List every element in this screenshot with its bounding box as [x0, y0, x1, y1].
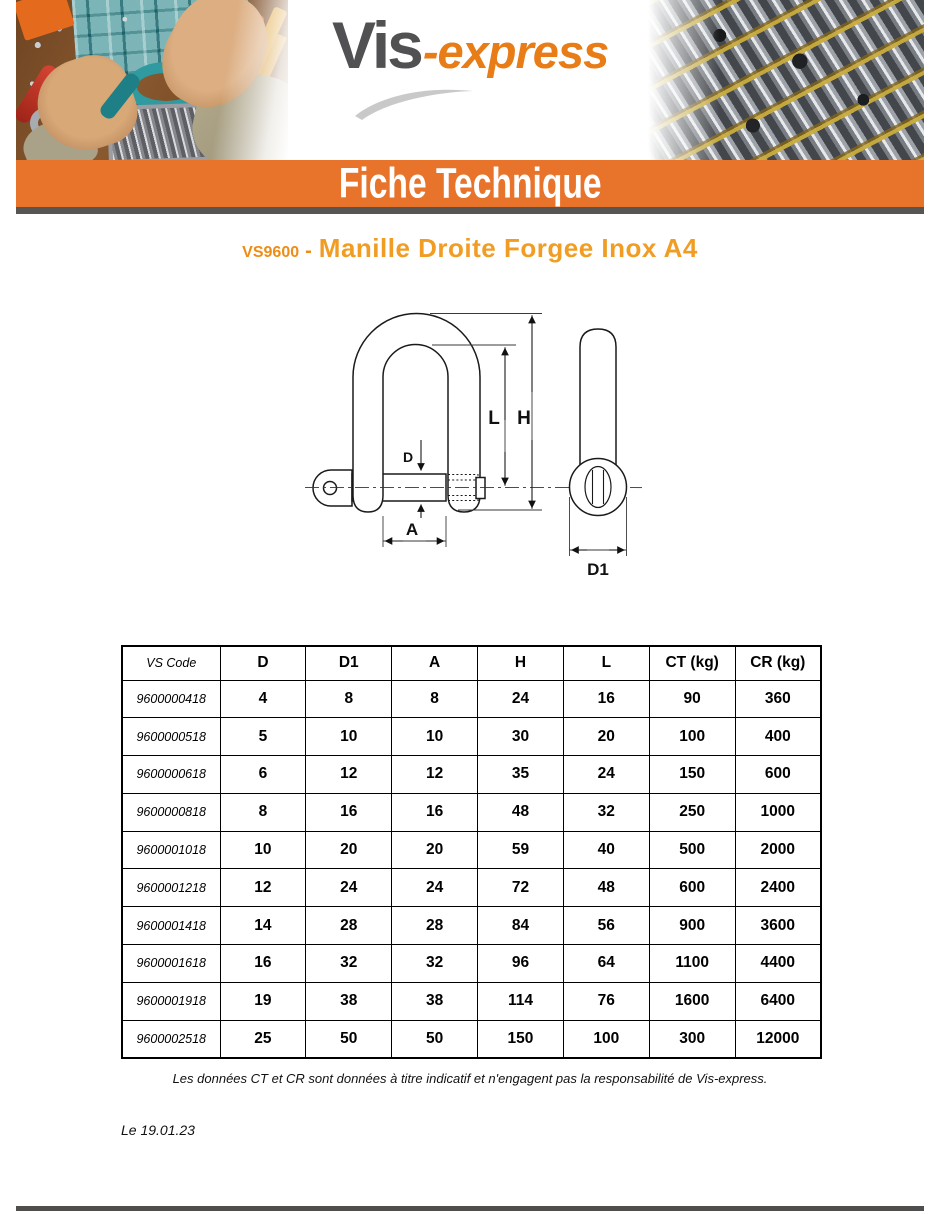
dim-label-h: H [517, 408, 531, 429]
table-cell: 114 [478, 982, 564, 1020]
table-cell: 64 [563, 945, 649, 983]
table-cell: 16 [392, 793, 478, 831]
table-cell: 10 [392, 718, 478, 756]
vs-code-cell: 9600001218 [122, 869, 220, 907]
table-cell: 1000 [735, 793, 821, 831]
table-cell: 25 [220, 1020, 306, 1058]
column-header: H [478, 646, 564, 680]
table-cell: 84 [478, 907, 564, 945]
table-cell: 600 [735, 756, 821, 794]
table-cell: 24 [306, 869, 392, 907]
dim-label-d1: D1 [587, 560, 609, 579]
table-cell: 19 [220, 982, 306, 1020]
table-cell: 32 [563, 793, 649, 831]
table-cell: 100 [563, 1020, 649, 1058]
dim-label-l: L [488, 408, 500, 429]
table-cell: 12 [392, 756, 478, 794]
shackle-technical-drawing [295, 300, 660, 585]
table-cell: 1600 [649, 982, 735, 1020]
table-header-row [122, 646, 821, 680]
header-photo-screws [648, 0, 924, 161]
dimensions-table [121, 645, 822, 1059]
logo-swoosh [352, 82, 477, 124]
table-cell: 20 [563, 718, 649, 756]
vs-code-cell: 9600001418 [122, 907, 220, 945]
table-cell: 16 [306, 793, 392, 831]
table-cell: 48 [563, 869, 649, 907]
table-cell: 59 [478, 831, 564, 869]
table-row [122, 680, 821, 718]
logo-brand-primary: Vis [332, 8, 421, 82]
dim-label-a: A [405, 520, 419, 539]
section-banner [16, 160, 924, 207]
table-cell: 56 [563, 907, 649, 945]
banner-title: Fiche Technique [338, 159, 602, 207]
table-row [122, 1020, 821, 1058]
table-cell: 48 [478, 793, 564, 831]
vs-code-cell: 9600000418 [122, 680, 220, 718]
vs-code-cell: 9600001918 [122, 982, 220, 1020]
vs-code-cell: 9600001018 [122, 831, 220, 869]
table-cell: 2400 [735, 869, 821, 907]
title-separator: - [305, 240, 312, 262]
divider-bar [16, 207, 924, 214]
disclaimer-note: Les données CT et CR sont données à titre indicatif et n'engagent pas la responsabilité de Vis-express. [172, 1071, 768, 1086]
table-cell: 250 [649, 793, 735, 831]
table-cell: 8 [306, 680, 392, 718]
column-header: VS Code [122, 646, 220, 680]
table-cell: 32 [392, 945, 478, 983]
table-cell: 500 [649, 831, 735, 869]
table-cell: 360 [735, 680, 821, 718]
table-cell: 76 [563, 982, 649, 1020]
footer-bar [16, 1206, 924, 1211]
table-cell: 5 [220, 718, 306, 756]
table-cell: 150 [649, 756, 735, 794]
table-cell: 2000 [735, 831, 821, 869]
table-cell: 6400 [735, 982, 821, 1020]
table-cell: 300 [649, 1020, 735, 1058]
document-date: Le 19.01.23 [121, 1122, 195, 1138]
table-cell: 16 [220, 945, 306, 983]
column-header: L [563, 646, 649, 680]
column-header: CT (kg) [649, 646, 735, 680]
table-cell: 24 [563, 756, 649, 794]
table-cell: 50 [392, 1020, 478, 1058]
table-cell: 24 [478, 680, 564, 718]
product-code: VS9600 [242, 244, 300, 261]
table-cell: 35 [478, 756, 564, 794]
product-name: Manille Droite Forgee Inox A4 [318, 233, 698, 263]
table-cell: 96 [478, 945, 564, 983]
column-header: A [392, 646, 478, 680]
table-cell: 4400 [735, 945, 821, 983]
table-cell: 10 [220, 831, 306, 869]
table-row [122, 869, 821, 907]
table-row [122, 756, 821, 794]
table-cell: 28 [306, 907, 392, 945]
vs-code-cell: 9600000518 [122, 718, 220, 756]
table-cell: 12 [220, 869, 306, 907]
photo-fade [648, 0, 924, 161]
table-cell: 10 [306, 718, 392, 756]
table-cell: 400 [735, 718, 821, 756]
vis-express-logo [332, 8, 622, 132]
table-cell: 4 [220, 680, 306, 718]
product-title [0, 233, 940, 264]
pin-head-side [585, 467, 611, 508]
table-cell: 20 [392, 831, 478, 869]
table-cell: 32 [306, 945, 392, 983]
dim-label-d: D [402, 449, 414, 465]
header-photo-workbench [16, 0, 288, 161]
table-cell: 900 [649, 907, 735, 945]
table-cell: 12 [306, 756, 392, 794]
vs-code-cell: 9600000618 [122, 756, 220, 794]
column-header: D [220, 646, 306, 680]
table-cell: 16 [563, 680, 649, 718]
table-cell: 30 [478, 718, 564, 756]
table-cell: 3600 [735, 907, 821, 945]
table-cell: 600 [649, 869, 735, 907]
table-row [122, 718, 821, 756]
table-cell: 8 [220, 793, 306, 831]
table-cell: 24 [392, 869, 478, 907]
vs-code-cell: 9600001618 [122, 945, 220, 983]
column-header: CR (kg) [735, 646, 821, 680]
table-cell: 150 [478, 1020, 564, 1058]
column-header: D1 [306, 646, 392, 680]
table-row [122, 831, 821, 869]
table-cell: 12000 [735, 1020, 821, 1058]
table-cell: 90 [649, 680, 735, 718]
table-cell: 6 [220, 756, 306, 794]
table-row [122, 945, 821, 983]
table-cell: 40 [563, 831, 649, 869]
vs-code-cell: 9600000818 [122, 793, 220, 831]
logo-brand-secondary: -express [422, 25, 609, 78]
table-cell: 28 [392, 907, 478, 945]
table-cell: 38 [306, 982, 392, 1020]
photo-fade [16, 0, 288, 161]
table-cell: 8 [392, 680, 478, 718]
table-cell: 50 [306, 1020, 392, 1058]
table-cell: 72 [478, 869, 564, 907]
table-cell: 20 [306, 831, 392, 869]
shackle-body-side [580, 329, 616, 466]
table-row [122, 982, 821, 1020]
table-row [122, 907, 821, 945]
table-cell: 1100 [649, 945, 735, 983]
table-cell: 38 [392, 982, 478, 1020]
vs-code-cell: 9600002518 [122, 1020, 220, 1058]
table-row [122, 793, 821, 831]
table-cell: 100 [649, 718, 735, 756]
table-cell: 14 [220, 907, 306, 945]
